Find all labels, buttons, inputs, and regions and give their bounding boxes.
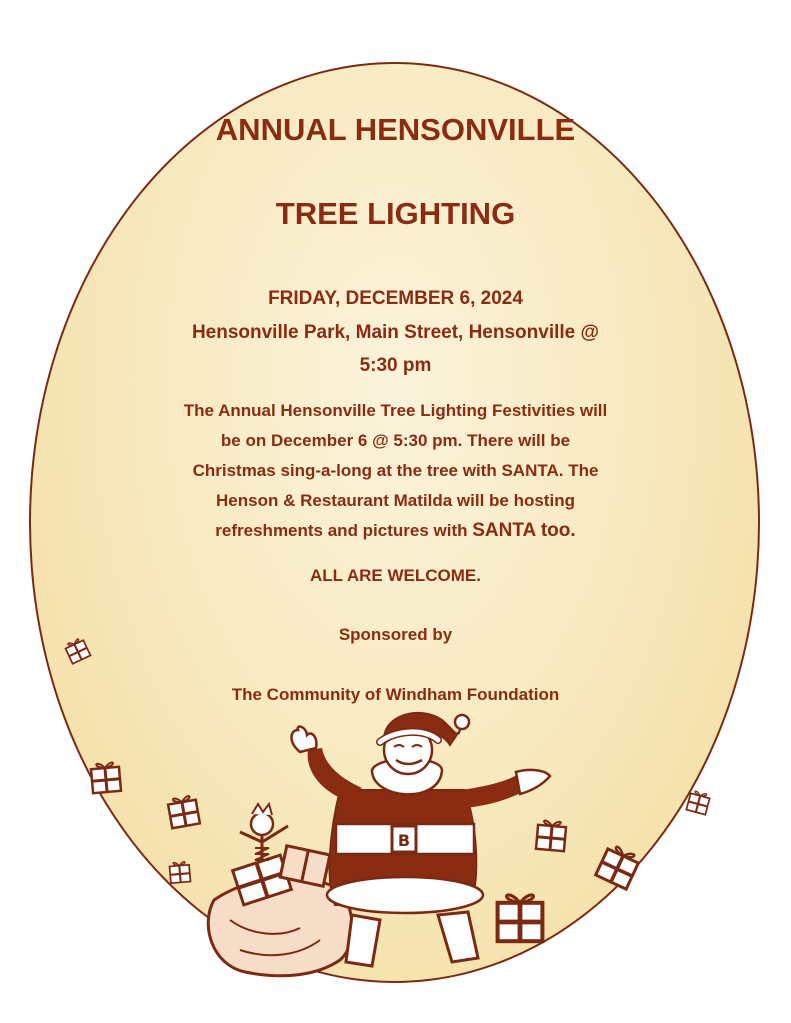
description-line-2: be on December 6 @ 5:30 pm. There will be — [220, 431, 571, 450]
description-line-5-end: SANTA too. — [472, 520, 576, 541]
gift-icon — [91, 762, 121, 793]
gift-icon — [686, 790, 710, 815]
title-line-2: TREE LIGHTING — [275, 196, 516, 231]
description-line-1: The Annual Hensonville Tree Lighting Festivities will — [183, 401, 608, 420]
sponsored-by-label: Sponsored by — [338, 625, 453, 644]
gift-icon — [498, 895, 543, 941]
description-line-5-start: refreshments and pictures with — [215, 521, 473, 540]
title-line-1: ANNUAL HENSONVILLE — [215, 112, 576, 147]
gift-icon — [64, 637, 90, 664]
welcome-text: ALL ARE WELCOME. — [310, 566, 481, 585]
event-date: FRIDAY, DECEMBER 6, 2024 — [268, 288, 523, 309]
svg-text:B: B — [397, 831, 411, 850]
description-line-3: Christmas sing-a-long at the tree with SANTA. The — [192, 461, 599, 480]
event-location: Hensonville Park, Main Street, Hensonville @ — [191, 322, 600, 343]
gift-icon — [536, 820, 566, 851]
description-line-4: Henson & Restaurant Matilda will be hosting — [216, 491, 575, 510]
gift-icon — [169, 861, 190, 883]
event-time: 5:30 pm — [359, 355, 432, 376]
gift-icon — [167, 795, 200, 828]
gift-icon — [596, 843, 641, 889]
sponsor-name: The Community of Windham Foundation — [231, 685, 560, 704]
